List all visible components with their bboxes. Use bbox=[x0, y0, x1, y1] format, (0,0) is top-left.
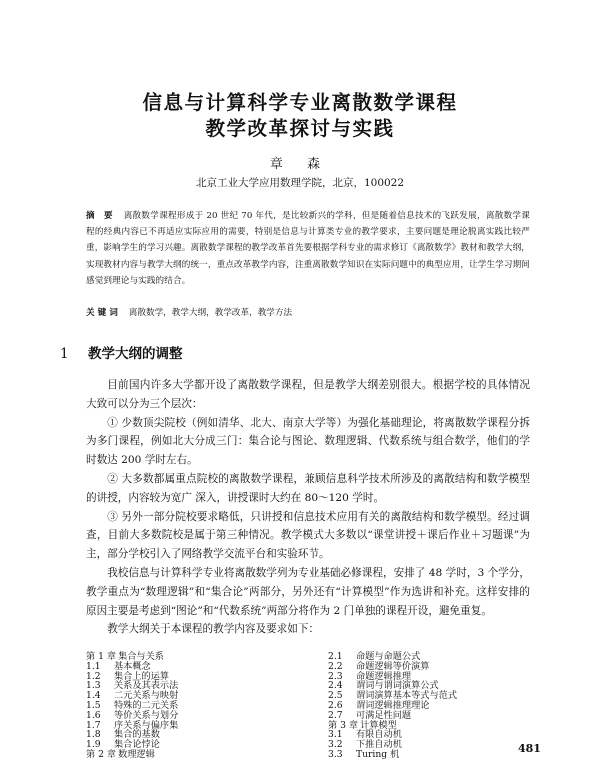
item-title: 谓词与谓词演算公式 bbox=[356, 680, 439, 692]
item-title: 命题逻辑等价演算 bbox=[356, 660, 430, 672]
item-title: 等价关系与划分 bbox=[114, 709, 179, 721]
item-title: 计算模型 bbox=[360, 719, 397, 731]
item-title: 有限自动机 bbox=[356, 729, 402, 741]
item-number: 1.5 bbox=[86, 699, 101, 711]
item-title: Turing 机 bbox=[356, 748, 400, 760]
author-name: 章 森 bbox=[269, 157, 331, 172]
item-title: 数理逻辑 bbox=[118, 748, 155, 760]
item-number: 第 1 章 bbox=[86, 651, 117, 662]
item-number: 1.9 bbox=[86, 739, 101, 751]
body-text bbox=[86, 376, 530, 639]
syllabus-list-left bbox=[86, 652, 306, 760]
item-number: 1.8 bbox=[86, 729, 101, 741]
paper-title-line-2: 教学改革探讨与实践 bbox=[205, 117, 395, 140]
paragraph: 我校信息与计算科学专业将离散数学列为专业基础必修课程，安排了 48 学时，3 个学分，教学重点为“数理逻辑”和“集合论”两部分，另外还有“计算模型”作为选讲和补充。这样安排的原因主要是考虑到“图论”和“代数系统”两部分将作为 2 门单独的课程开设，避免重复。 bbox=[86, 566, 530, 617]
abstract bbox=[86, 208, 530, 289]
section-heading bbox=[60, 345, 183, 363]
keywords bbox=[86, 306, 530, 320]
paragraph: ① 少数顶尖院校（例如清华、北大、南京大学等）为强化基础理论，将离散数学课程分拆为多门课程，例如北大分成三门：集合论与图论、数理逻辑、代数系统与组合数学，他们的学时数达 200 学时左右。 bbox=[86, 416, 530, 467]
item-title: 基本概念 bbox=[114, 660, 151, 672]
item-number: 1.1 bbox=[86, 660, 101, 672]
syllabus-item bbox=[86, 750, 306, 760]
paragraph: 教学大纲关于本课程的教学内容及要求如下： bbox=[107, 623, 320, 636]
item-title: 集合与关系 bbox=[118, 651, 164, 662]
item-title: 二元关系与映射 bbox=[114, 690, 179, 702]
item-number: 3.2 bbox=[328, 739, 343, 751]
section-number: 1 bbox=[60, 346, 69, 362]
abstract-text: 离散数学课程形成于 20 世纪 70 年代，是比较新兴的学科，但是随着信息技术的飞跃发展，离散数学课程的经典内容已不再适应实际应用的需要，特别是信息与计算类专业的教学要求，主要问题是理论脱离实践比较严重，影响学生的学习兴趣。离散数学课程的教学改革首先要根据学科专业的需求修订《离散数学》教材和教学大纲，实现教材内容与教学大纲的统一，重点改革教学内容，注重离散数学知识在实际问题中的典型应用，让学生学习期间感觉到理论与实践的结合。 bbox=[86, 211, 530, 286]
syllabus-list-right bbox=[328, 652, 548, 760]
keywords-label: 关键词 bbox=[86, 308, 121, 318]
item-title: 谓词逻辑推理理论 bbox=[356, 699, 430, 711]
abstract-label: 摘 要 bbox=[86, 211, 116, 221]
item-number: 1.6 bbox=[86, 709, 101, 721]
item-number: 1.2 bbox=[86, 670, 101, 682]
item-number: 2.4 bbox=[328, 680, 343, 692]
item-title: 集合上的运算 bbox=[114, 670, 170, 682]
item-number: 1.3 bbox=[86, 680, 101, 692]
paragraph: ② 大多数都属重点院校的离散数学课程，兼顾信息科学技术所涉及的离散结构和数学模型的讲授，内容较为宽广 深入，讲授课时大约在 80～120 学时。 bbox=[86, 472, 530, 504]
item-title: 命题与命题公式 bbox=[356, 651, 421, 662]
paragraph: ③ 另外一部分院校要求略低，只讲授和信息技术应用有关的离散结构和数学模型。经过调查，目前大多数院校是属于第三种情况。教学模式大多数以“课堂讲授＋课后作业＋习题课”为主，部分学校引入了网络教学交流平台和实验环节。 bbox=[86, 510, 530, 561]
item-number: 2.7 bbox=[328, 709, 343, 721]
item-number: 2.6 bbox=[328, 699, 343, 711]
item-title: 谓词演算基本等式与范式 bbox=[356, 690, 458, 702]
item-title: 集合论悖论 bbox=[114, 739, 160, 751]
item-number: 2.2 bbox=[328, 660, 343, 672]
item-title: 关系及其表示法 bbox=[114, 680, 179, 692]
item-number: 3.3 bbox=[328, 748, 343, 760]
page-number: 481 bbox=[518, 742, 541, 755]
section-title: 教学大纲的调整 bbox=[88, 346, 183, 362]
item-title: 下推自动机 bbox=[356, 739, 402, 751]
item-number: 2.1 bbox=[328, 651, 343, 662]
item-title: 集合的基数 bbox=[114, 729, 160, 741]
syllabus-item bbox=[328, 750, 548, 760]
item-title: 特殊的二元关系 bbox=[114, 699, 179, 711]
item-number: 第 3 章 bbox=[328, 719, 359, 731]
item-number: 1.4 bbox=[86, 690, 101, 702]
item-number: 1.7 bbox=[86, 719, 101, 731]
item-title: 序关系与偏序集 bbox=[114, 719, 179, 731]
paper-title-line-1: 信息与计算科学专业离散数学课程 bbox=[142, 91, 458, 114]
item-number: 第 2 章 bbox=[86, 748, 117, 760]
author-affiliation: 北京工业大学应用数理学院，北京，100022 bbox=[195, 177, 405, 189]
item-title: 命题逻辑推理 bbox=[356, 670, 412, 682]
item-number: 3.1 bbox=[328, 729, 343, 741]
item-title: 可满足性问题 bbox=[356, 709, 412, 721]
item-number: 2.3 bbox=[328, 670, 343, 682]
item-number: 2.5 bbox=[328, 690, 343, 702]
keywords-text: 离散数学，教学大纲，教学改革，教学方法 bbox=[128, 308, 293, 318]
paragraph: 目前国内许多大学都开设了离散数学课程，但是教学大纲差别很大。根据学校的具体情况大致可以分为三个层次： bbox=[86, 379, 530, 410]
